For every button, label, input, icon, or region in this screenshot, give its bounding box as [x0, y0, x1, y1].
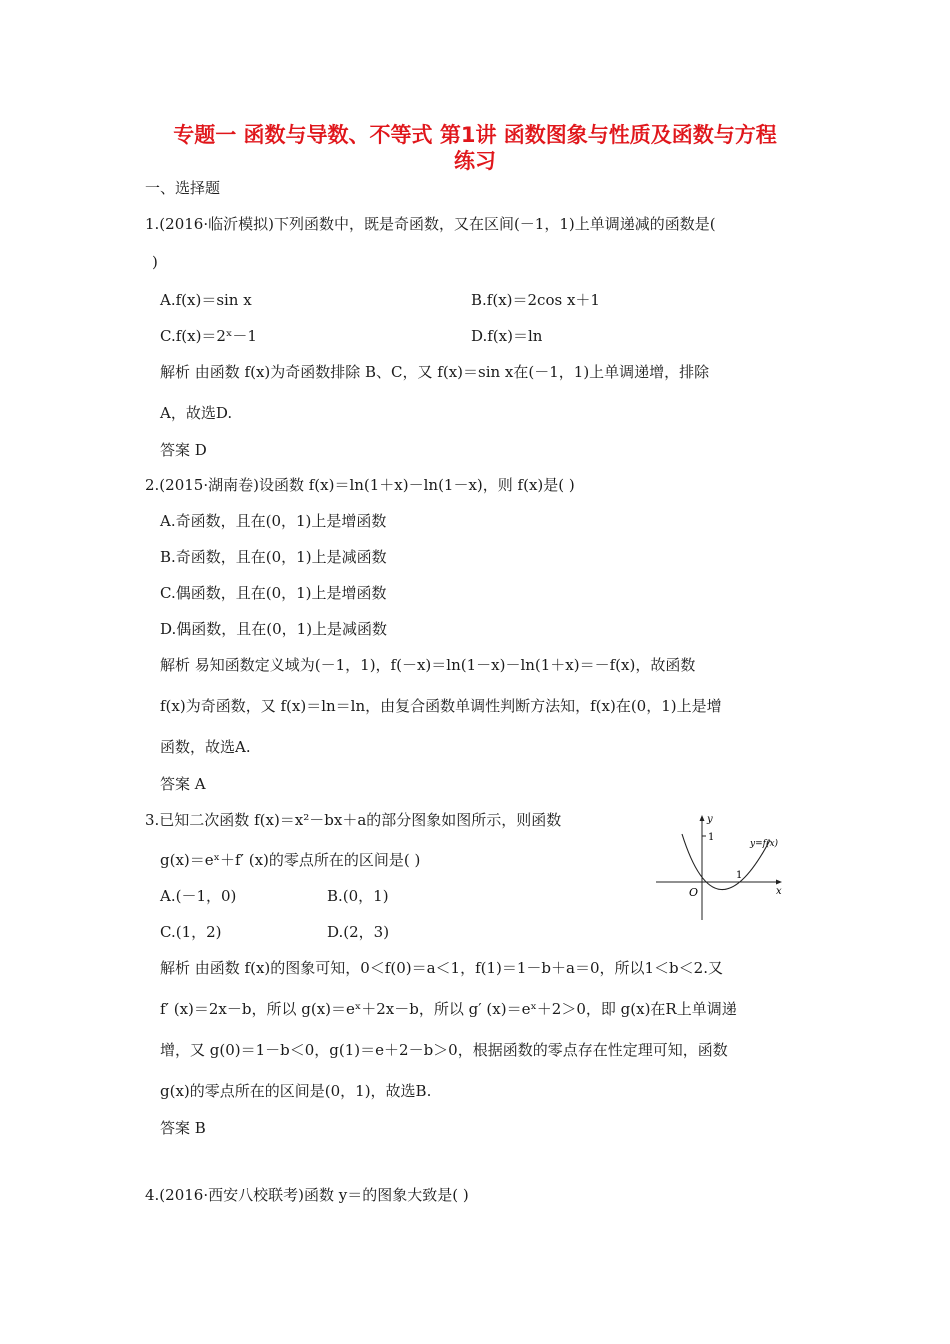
x-tick-label: 1 — [736, 870, 743, 881]
q3-option-c: C.(1，2) — [160, 923, 222, 941]
q3-parabola-graph — [652, 812, 787, 924]
q2-analysis-line-2: f(x)为奇函数，又 f(x)＝ln＝ln，由复合函数单调性判断方法知，f(x)在(0，1)上是增 — [160, 697, 722, 715]
q3-analysis-line-1: 解析 由函数 f(x)的图象可知，0＜f(0)＝a＜1，f(1)＝1－b＋a＝0，所以1＜b＜2.又 — [160, 959, 723, 977]
q1-option-a: A.f(x)＝sin x — [160, 291, 252, 309]
x-axis-label: x — [776, 886, 782, 897]
q3-answer: 答案 B — [160, 1119, 206, 1137]
q1-stem: 1.(2016·临沂模拟)下列函数中，既是奇函数，又在区间(－1，1)上单调递减的函数是( — [145, 215, 716, 233]
q3-analysis-line-2: f′ (x)＝2x－b，所以 g(x)＝eˣ＋2x－b，所以 g′ (x)＝eˣ＋2＞0，即 g(x)在R上单调递 — [160, 1000, 737, 1018]
q2-option-b: B.奇函数，且在(0，1)上是减函数 — [160, 548, 387, 566]
y-tick-label: 1 — [708, 832, 715, 843]
q2-option-c: C.偶函数，且在(0，1)上是增函数 — [160, 584, 387, 602]
q4-stem: 4.(2016·西安八校联考)函数 y＝的图象大致是( ) — [145, 1186, 469, 1204]
q3-analysis-line-4: g(x)的零点所在的区间是(0，1)，故选B. — [160, 1082, 432, 1100]
q2-option-d: D.偶函数，且在(0，1)上是减函数 — [160, 620, 388, 638]
q1-analysis-line-2: A，故选D. — [160, 404, 233, 422]
q3-stem-line-2: g(x)＝eˣ＋f′ (x)的零点所在的区间是( ) — [160, 851, 421, 869]
y-axis-arrow — [700, 815, 705, 821]
section-heading: 一、选择题 — [145, 179, 221, 197]
title-line-1: 专题一 函数与导数、不等式 第1讲 函数图象与性质及函数与方程 — [173, 123, 777, 147]
q3-option-b: B.(0，1) — [327, 887, 389, 905]
curve-label: y=f(x) — [750, 839, 779, 849]
document-title — [0, 122, 950, 174]
q1-stem-cont: ) — [152, 253, 158, 271]
q2-stem: 2.(2015·湖南卷)设函数 f(x)＝ln(1＋x)－ln(1－x)，则 f(x)是( ) — [145, 476, 575, 494]
q3-analysis-line-3: 增，又 g(0)＝1－b＜0，g(1)＝e＋2－b＞0，根据函数的零点存在性定理可知，函数 — [160, 1041, 728, 1059]
q1-answer: 答案 D — [160, 441, 207, 459]
q1-analysis-line-1: 解析 由函数 f(x)为奇函数排除 B、C，又 f(x)＝sin x在(－1，1)上单调递增，排除 — [160, 363, 710, 381]
title-line-2: 练习 — [454, 149, 496, 173]
y-axis-label: y — [707, 814, 713, 825]
q3-stem-line-1: 3.已知二次函数 f(x)＝x²－bx＋a的部分图象如图所示，则函数 — [145, 811, 562, 829]
q1-option-b: B.f(x)＝2cos x＋1 — [471, 291, 600, 309]
q2-option-a: A.奇函数，且在(0，1)上是增函数 — [160, 512, 387, 530]
origin-label: O — [689, 886, 699, 899]
q2-analysis-line-1: 解析 易知函数定义域为(－1，1)，f(－x)＝ln(1－x)－ln(1＋x)＝－f(x)，故函数 — [160, 656, 696, 674]
q2-analysis-line-3: 函数，故选A. — [160, 738, 251, 756]
q3-option-a: A.(－1，0) — [160, 887, 237, 905]
q2-answer: 答案 A — [160, 775, 206, 793]
q1-option-d: D.f(x)＝ln — [471, 327, 543, 345]
q3-option-d: D.(2，3) — [327, 923, 390, 941]
x-axis-arrow — [776, 880, 782, 885]
q1-option-c: C.f(x)＝2ˣ－1 — [160, 327, 257, 345]
